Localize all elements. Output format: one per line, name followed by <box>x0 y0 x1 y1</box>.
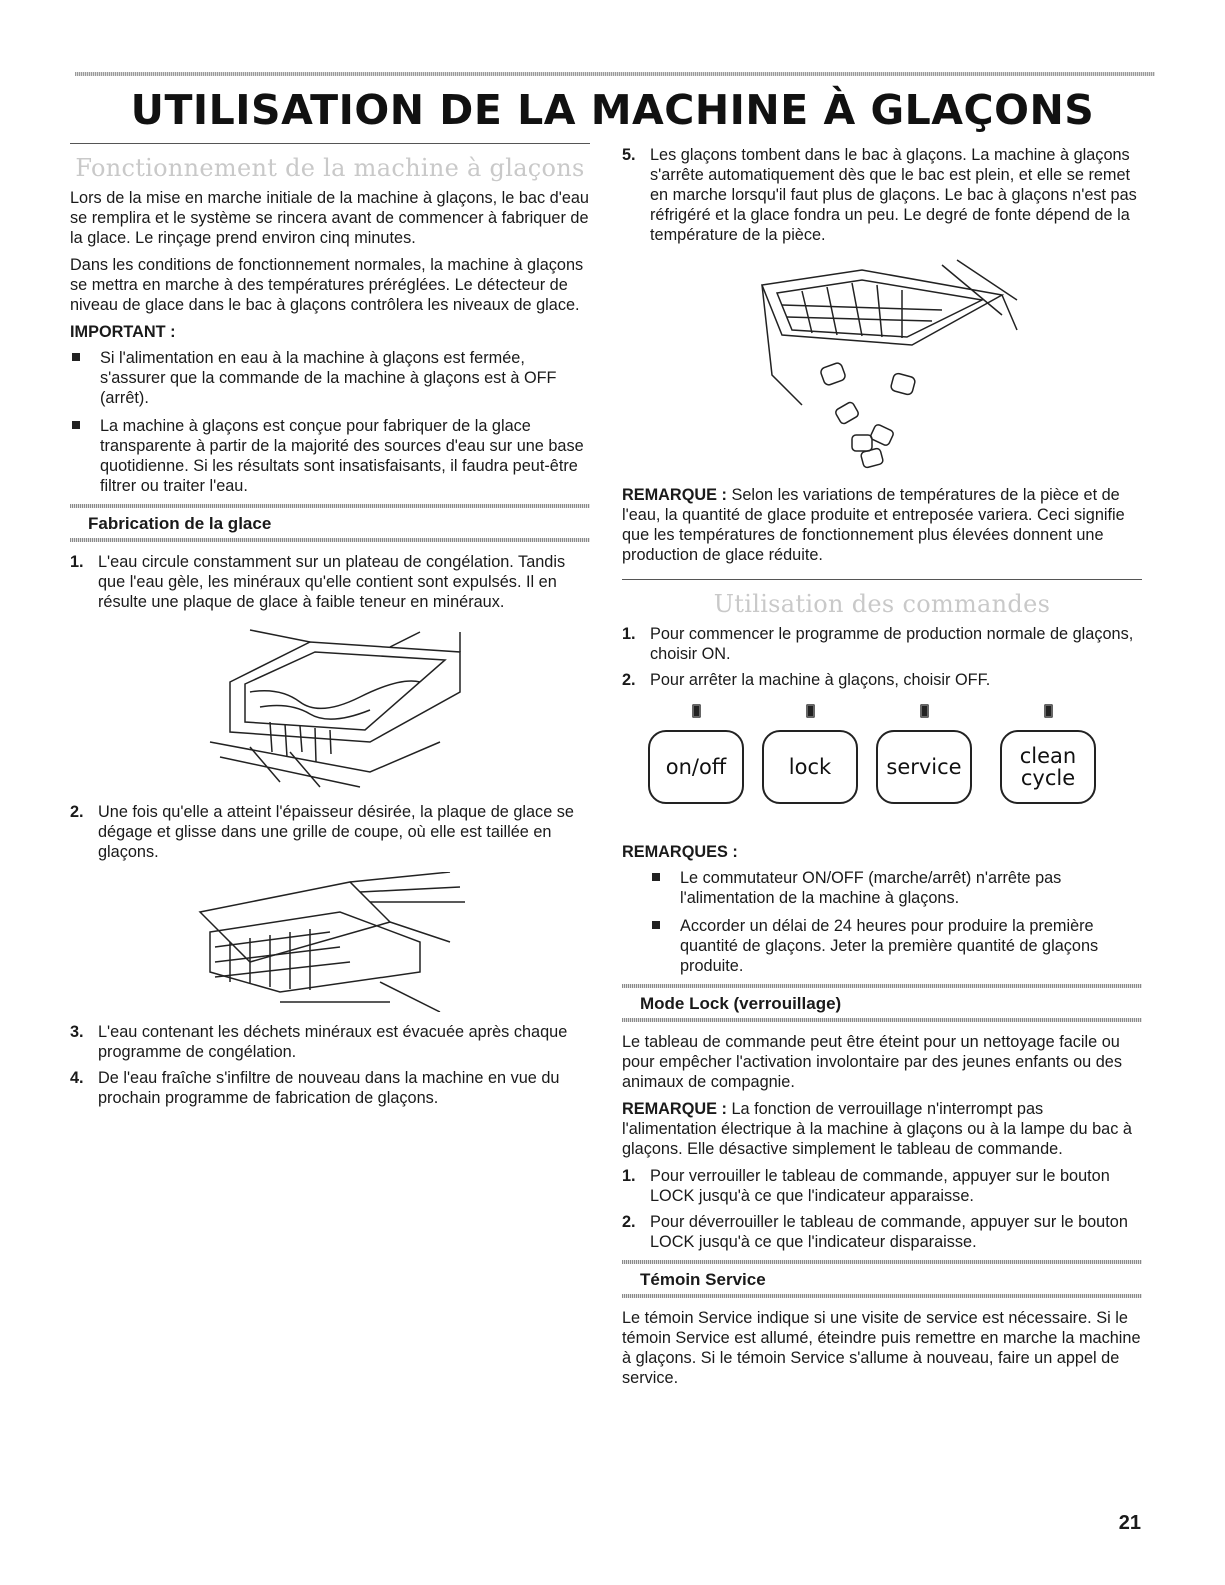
conditions-paragraph: Dans les conditions de fonctionnement normales, la machine à glaçons se mettra en marche à des températures préréglées. Le détecteur de niveau de glace dans le bac à glaçons contrôlera les niveaux de glace. <box>70 256 584 314</box>
page-title: UTILISATION DE LA MACHINE À GLAÇONS <box>130 86 1095 134</box>
indicator-light-icon <box>920 704 929 718</box>
important-list <box>70 348 590 496</box>
service-button[interactable]: service <box>876 730 972 804</box>
indicator-light-icon <box>1044 704 1053 718</box>
left-column <box>70 143 590 1114</box>
ice-bin-illustration <box>742 255 1022 475</box>
page-number: 21 <box>1118 1512 1141 1534</box>
subhead-ice-making: Fabrication de la glace <box>70 504 590 542</box>
clean-cycle-button[interactable]: clean cycle <box>1000 730 1096 804</box>
right-column <box>622 145 1142 1395</box>
section-rule <box>70 143 590 144</box>
remarques-label: REMARQUES : <box>622 843 738 861</box>
ice-making-step-5 <box>622 145 1142 245</box>
lock-button[interactable]: lock <box>762 730 858 804</box>
freezing-plate-illustration <box>190 622 470 792</box>
cutter-grid-illustration <box>190 872 470 1012</box>
list-item: Si l'alimentation en eau à la machine à glaçons est fermée, s'assurer que la commande de la machine à glaçons est à OFF (arrêt). <box>70 348 590 408</box>
important-label: IMPORTANT : <box>70 323 176 341</box>
list-item: 3. L'eau contenant les déchets minéraux est évacuée après chaque programme de congélation. <box>70 1023 568 1061</box>
on-off-button[interactable]: on/off <box>648 730 744 804</box>
list-item: 5. Les glaçons tombent dans le bac à glaçons. La machine à glaçons s'arrête automatiquement dès que le bac est plein, et elle se remet en marche lorsqu'il faut plus de glaçons. Le bac à glaçons n'est pas réfrigéré et la glace fondra un peu. Le degré de fonte dépend de la température de la pièce. <box>622 146 1137 244</box>
indicator-light-icon <box>806 704 815 718</box>
ice-making-steps-end <box>70 1022 590 1108</box>
list-item: 2. Pour déverrouiller le tableau de commande, appuyer sur le bouton LOCK jusqu'à ce que l'indicateur disparaisse. <box>622 1213 1128 1251</box>
remarques-list <box>650 868 1142 976</box>
ice-making-steps <box>70 552 590 612</box>
section-heading-ice-maker: Fonctionnement de la machine à glaçons <box>75 154 585 182</box>
service-control <box>876 704 972 804</box>
lock-paragraph: Le tableau de commande peut être éteint pour un nettoyage facile ou pour empêcher l'activation involontaire par des jeunes enfants ou des animaux de compagnie. <box>622 1033 1122 1091</box>
subhead-lock-mode: Mode Lock (verrouillage) <box>622 984 1142 1022</box>
indicator-light-icon <box>692 704 701 718</box>
clean-cycle-control <box>1000 704 1096 804</box>
service-paragraph: Le témoin Service indique si une visite de service est nécessaire. Si le témoin Service est allumé, éteindre puis remettre en marche la machine à glaçons. Si le témoin Service s'allume à nouveau, faire un appel de service. <box>622 1309 1141 1387</box>
bullet-icon <box>72 353 80 361</box>
lock-control <box>762 704 858 804</box>
on-off-control <box>648 704 744 804</box>
bullet-icon <box>652 873 660 881</box>
list-item: 2. Pour arrêter la machine à glaçons, choisir OFF. <box>622 671 991 689</box>
bullet-icon <box>652 921 660 929</box>
list-item: 1. Pour commencer le programme de production normale de glaçons, choisir ON. <box>622 625 1134 663</box>
remarque-paragraph: REMARQUE : Selon les variations de températures de la pièce et de l'eau, la quantité de glace produite et entreposée variera. Ceci signifie que les températures de fonctionnement plus élevées donnent une production de glace réduite. <box>622 486 1125 564</box>
lock-steps <box>622 1166 1142 1252</box>
control-panel <box>622 704 1142 824</box>
list-item: 2. Une fois qu'elle a atteint l'épaisseur désirée, la plaque de glace se dégage et glisse dans une grille de coupe, où elle est taillée en glaçons. <box>70 803 574 861</box>
list-item: Le commutateur ON/OFF (marche/arrêt) n'arrête pas l'alimentation de la machine à glaçons. <box>650 868 1142 908</box>
list-item: 1. L'eau circule constamment sur un plateau de congélation. Tandis que l'eau gèle, les minéraux qu'elle contient sont expulsés. Il en résulte une plaque de glace à faible teneur en minéraux. <box>70 553 566 611</box>
list-item: 4. De l'eau fraîche s'infiltre de nouveau dans la machine en vue du prochain programme de fabrication de glaçons. <box>70 1069 560 1107</box>
bullet-icon <box>72 421 80 429</box>
intro-paragraph: Lors de la mise en marche initiale de la machine à glaçons, le bac d'eau se remplira et le système se rincera avant de commencer à fabriquer de la glace. Le rinçage prend environ cinq minutes. <box>70 189 589 247</box>
subhead-service-light: Témoin Service <box>622 1260 1142 1298</box>
list-item: La machine à glaçons est conçue pour fabriquer de la glace transparente à partir de la majorité des sources d'eau sur une base quotidienne. Si les résultats sont insatisfaisants, il faudra peut-être filtrer ou traiter l'eau. <box>70 416 590 496</box>
section-heading-controls: Utilisation des commandes <box>713 590 1051 618</box>
controls-steps <box>622 624 1142 690</box>
list-item: Accorder un délai de 24 heures pour produire la première quantité de glaçons. Jeter la première quantité de glaçons produite. <box>650 916 1142 976</box>
ice-making-steps-cont <box>70 802 590 862</box>
top-rule <box>75 72 1155 76</box>
list-item: 1. Pour verrouiller le tableau de commande, appuyer sur le bouton LOCK jusqu'à ce que l'indicateur apparaisse. <box>622 1167 1110 1205</box>
lock-remarque-paragraph: REMARQUE : La fonction de verrouillage n'interrompt pas l'alimentation électrique à la machine à glaçons ou à la lampe du bac à glaçons. Elle désactive simplement le tableau de commande. <box>622 1100 1132 1158</box>
section-rule <box>622 579 1142 580</box>
